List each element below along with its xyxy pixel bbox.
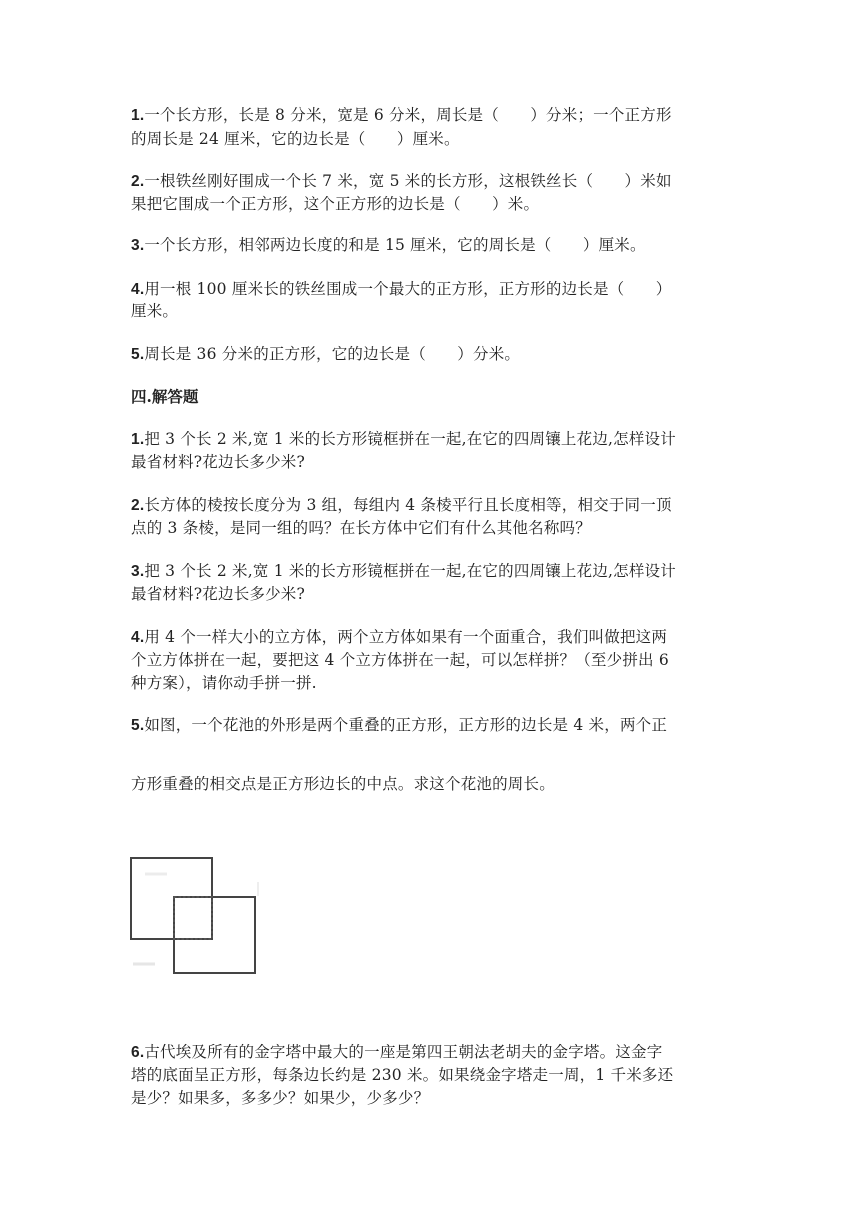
question-line: 塔的底面呈正方形，每条边长约是 230 米。如果绕金字塔走一周，1 千米多还 [131,1066,674,1084]
question-line: 5.如图，一个花池的外形是两个重叠的正方形，正方形的边长是 4 米，两个正 [131,716,668,734]
question-number: 1. [131,107,145,124]
question-number: 2. [131,497,145,514]
question-number: 4. [131,281,145,298]
section-title: 四.解答题 [131,387,199,406]
question-line: 最省材料?花边长多少米? [131,453,306,471]
question-line: 果把它围成一个正方形，这个正方形的边长是（ ）米。 [131,195,540,213]
question-line: 个立方体拼在一起，要把这 4 个立方体拼在一起，可以怎样拼？（至少拼出 6 [131,651,669,669]
question-line: 2.一根铁丝刚好围成一个长 7 米，宽 5 米的长方形，这根铁丝长（ ）米如 [131,172,672,190]
square-left [131,858,212,939]
question-number: 3. [131,563,145,580]
question-line: 方形重叠的相交点是正方形边长的中点。求这个花池的周长。 [131,775,555,793]
square-right [174,897,255,973]
question-line: 3.一个长方形，相邻两边长度的和是 15 厘米，它的周长是（ ）厘米。 [131,236,646,254]
question-line: 是少？如果多，多多少？如果少，少多少？ [131,1089,430,1107]
overlapping-squares-figure [125,852,265,982]
question-line: 最省材料?花边长多少米? [131,585,306,603]
question-line: 6.古代埃及所有的金字塔中最大的一座是第四王朝法老胡夫的金字塔。这金字 [131,1043,663,1061]
question-line: 的周长是 24 厘米，它的边长是（ ）厘米。 [131,130,460,148]
question-line: 4.用一根 100 厘米长的铁丝围成一个最大的正方形，正方形的边长是（ ） [131,280,672,298]
question-number: 1. [131,431,145,448]
question-line: 2.长方体的棱按长度分为 3 组，每组内 4 条棱平行且长度相等，相交于同一顶 [131,496,672,514]
question-line: 种方案），请你动手拼一拼. [131,674,317,692]
question-line: 1.一个长方形，长是 8 分米，宽是 6 分米，周长是（ ）分米；一个正方形 [131,106,672,124]
question-line: 5.周长是 36 分米的正方形，它的边长是（ ）分米。 [131,345,521,363]
question-line: 1.把 3 个长 2 米,宽 1 米的长方形镜框拼在一起,在它的四周镶上花边,怎样设计 [131,430,676,448]
question-number: 5. [131,346,145,363]
question-number: 4. [131,629,145,646]
question-line: 厘米。 [131,302,179,320]
question-line: 4.用 4 个一样大小的立方体，两个立方体如果有一个面重合，我们叫做把这两 [131,628,668,646]
question-line: 3.把 3 个长 2 米,宽 1 米的长方形镜框拼在一起,在它的四周镶上花边,怎样设计 [131,562,676,580]
question-line: 点的 3 条棱，是同一组的吗？在长方体中它们有什么其他名称吗？ [131,519,591,537]
question-number: 2. [131,173,145,190]
question-number: 6. [131,1044,145,1061]
question-number: 5. [131,717,145,734]
question-number: 3. [131,237,145,254]
overlap-region [174,897,212,939]
